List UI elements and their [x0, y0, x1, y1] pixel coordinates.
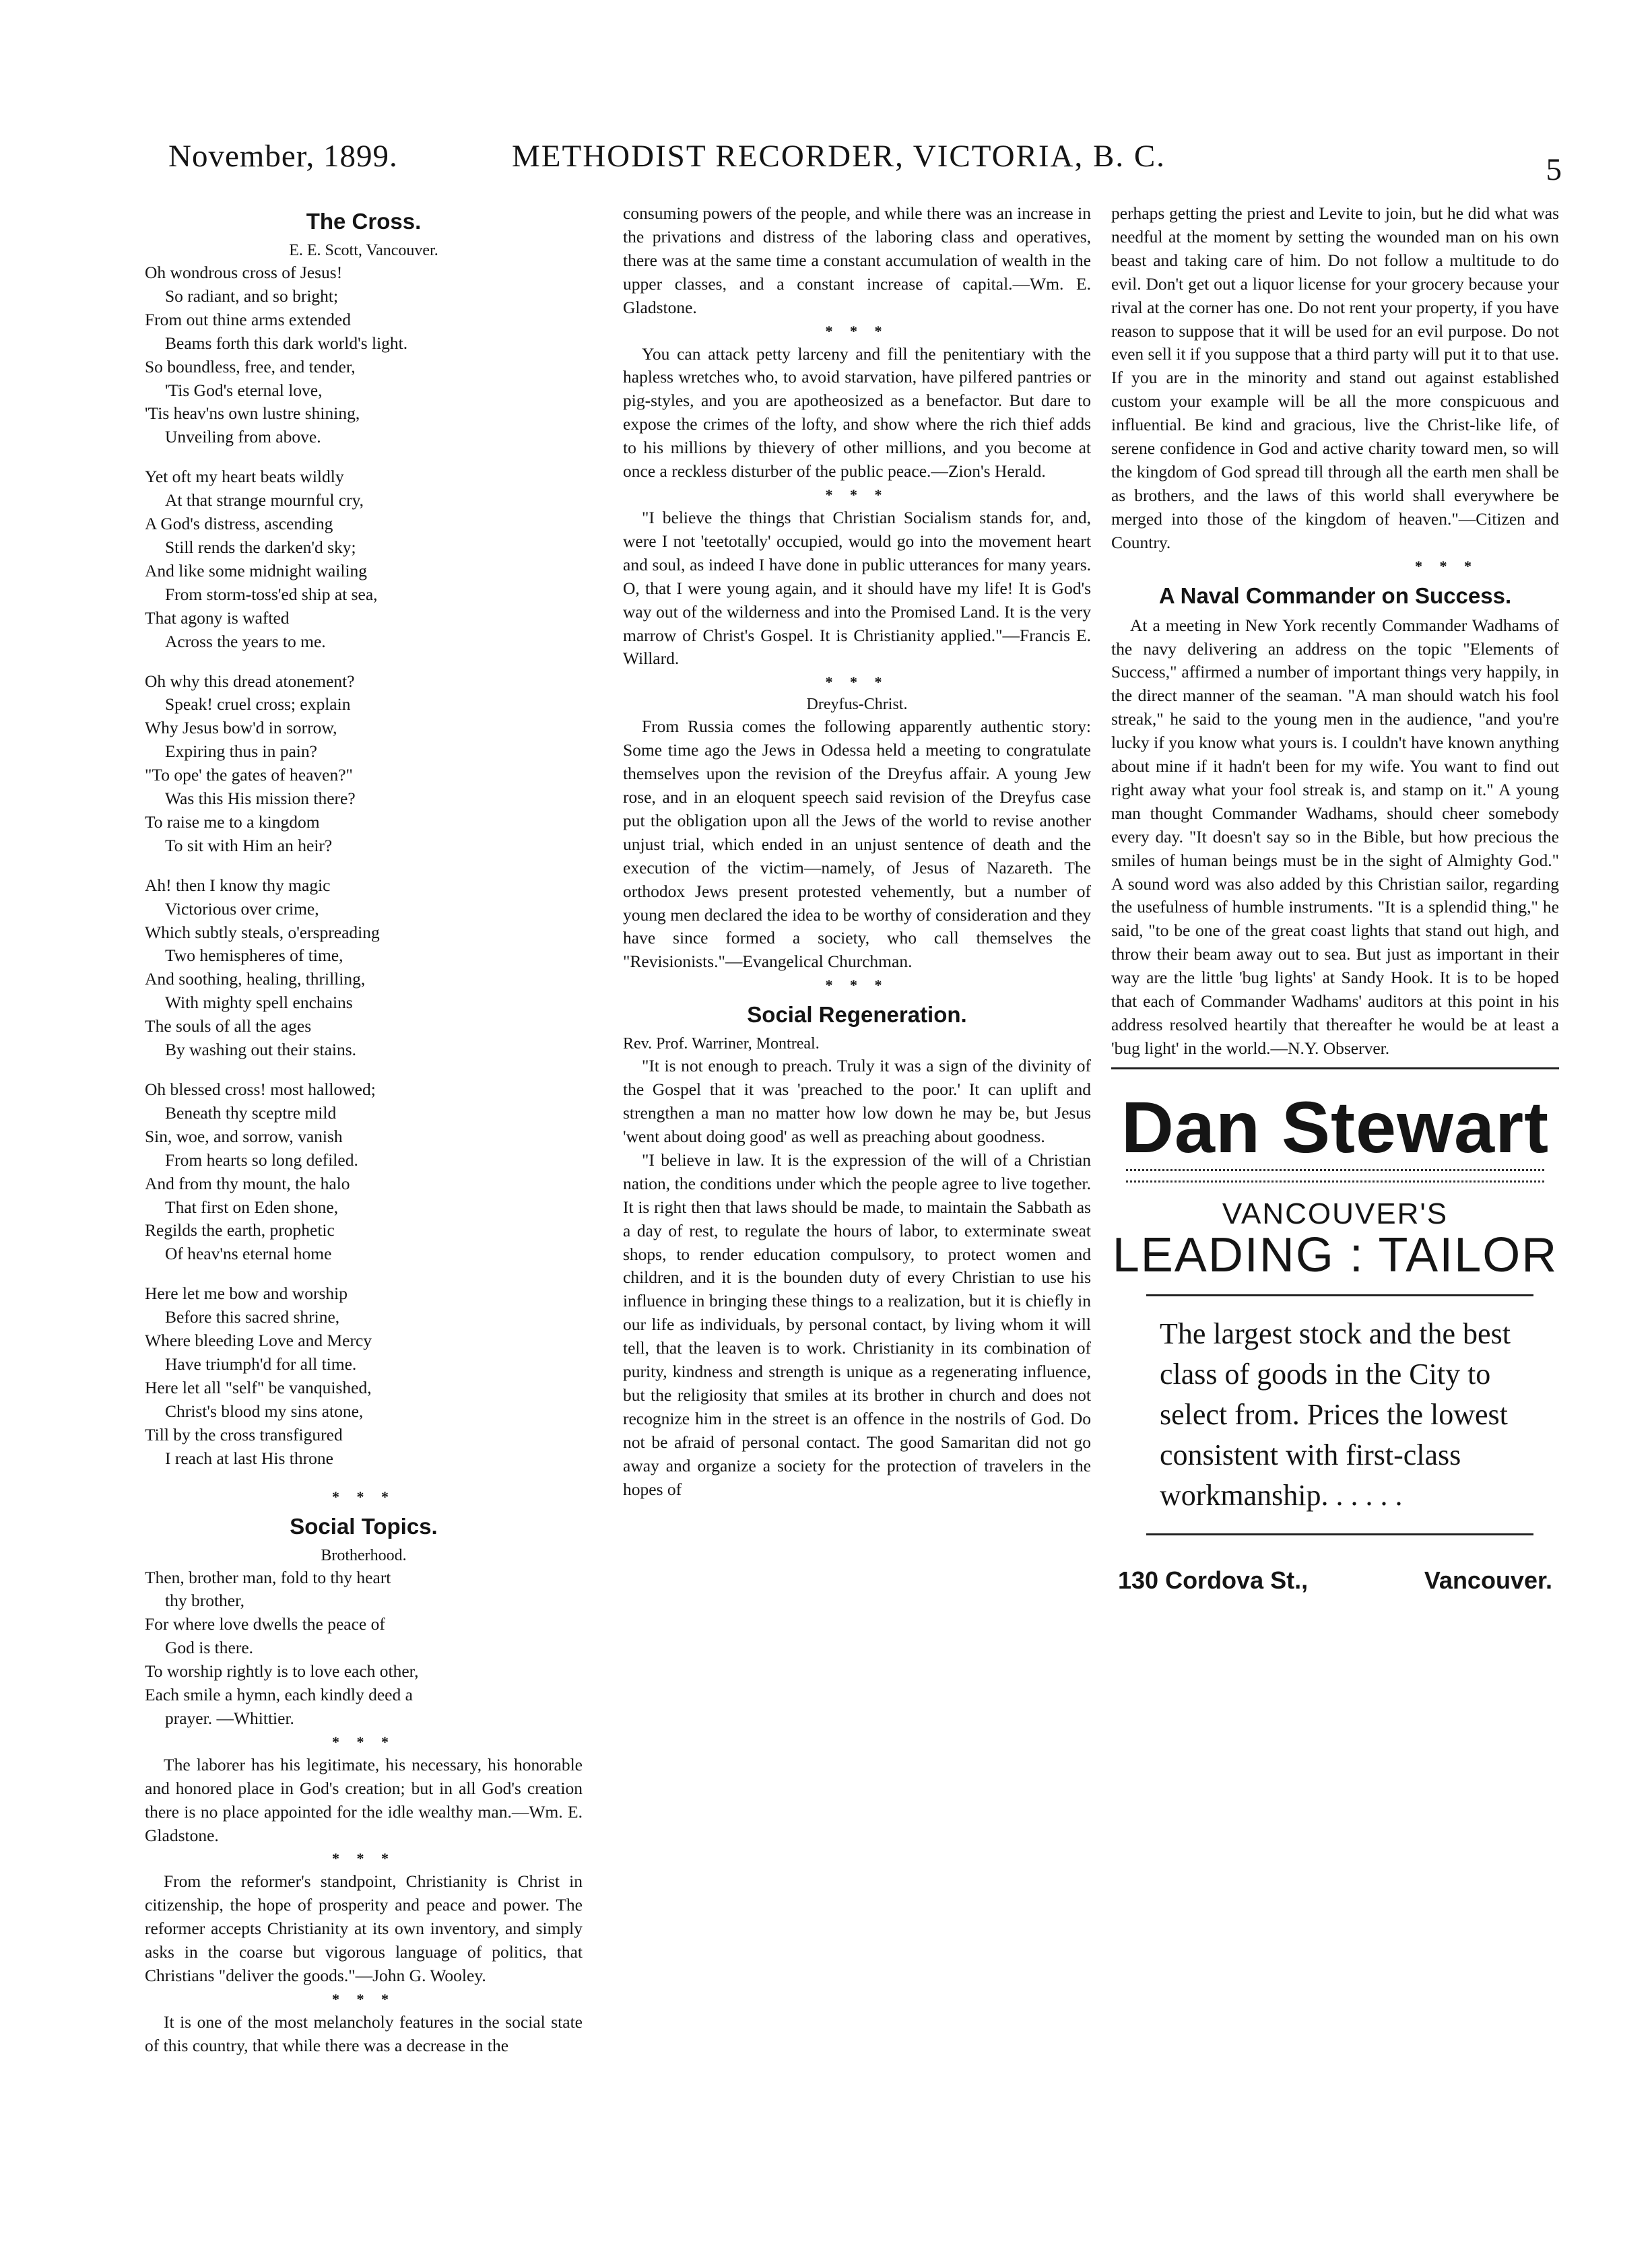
poem-line: Where bleeding Love and Mercy [145, 1331, 372, 1351]
paragraph-christian-socialism: "I believe the things that Christian Socialism stands for, and, were I not 'teetotally' occupied, would go into the movement heart and soul, as indeed I have done in public utterances for many years. O, that I were young again, and it should have my life! It is God's way out of the wilderness and into the Promised Land. It is the very marrow of Christ's Gospel. It is Christianity applied."—Francis E. Willard. [623, 507, 1091, 669]
ad-address: 130 Cordova St., [1118, 1566, 1309, 1594]
verse-line: thy brother, [165, 1591, 244, 1611]
verse-line: Each smile a hymn, each kindly deed a [145, 1685, 413, 1705]
ad-footer [1111, 1566, 1559, 1594]
paragraph-petty-larceny: You can attack petty larceny and fill the penitentiary with the hapless wretches who, to avoid starvation, have pilfered pantries or pig-styles, and you are apotheosized as a benefactor. But dare to expose the crimes of the lofty, and show where the rich thief adds to his millions by thievery of other millions, and you become at once a reckless disturber of the public peace.—Zion's Herald. [623, 343, 1091, 481]
section-separator: * * * [332, 1991, 395, 2007]
poem-line: Christ's blood my sins atone, [165, 1401, 364, 1421]
ad-body: The largest stock and the best class of goods in the City to select from. Prices the lowest consistent with first-class workmanship. . . . . . [1146, 1294, 1533, 1535]
poem-line: Oh blessed cross! most hallowed; [145, 1079, 376, 1099]
poem-stanza [145, 261, 583, 449]
poem-line: From out thine arms extended [145, 309, 351, 329]
poem-line: Beneath thy sceptre mild [165, 1102, 337, 1123]
section-separator: * * * [332, 1850, 395, 1867]
masthead: METHODIST RECORDER, VICTORIA, B. C. [512, 139, 1166, 174]
poem-line: Which subtly steals, o'erspreading [145, 922, 380, 942]
poem-line: Beams forth this dark world's light. [165, 333, 408, 353]
paragraph-regeneration-1: "It is not enough to preach. Truly it was a sign of the divinity of the Gospel that it was 'preached to the poor.' It can uplift and strengthen a man no matter how low down he may be, but Jesus 'went about doing good' as well as preaching about goodness. [623, 1056, 1091, 1146]
poem-line: So boundless, free, and tender, [145, 356, 356, 376]
poem-line: Was this His mission there? [165, 789, 356, 809]
section-separator: * * * [825, 322, 889, 339]
poem-line: 'Tis God's eternal love, [165, 380, 323, 400]
poem-line: Still rends the darken'd sky; [165, 537, 356, 557]
poem-line: By washing out their stains. [165, 1040, 357, 1060]
poem-line: And like some midnight wailing [145, 560, 368, 580]
poem-line: Across the years to me. [165, 631, 326, 651]
article-title-social-regeneration: Social Regeneration. [747, 1002, 967, 1028]
verse-line: To worship rightly is to love each other, [145, 1661, 419, 1682]
poem-line: Oh why this dread atonement? [145, 671, 355, 691]
poem-line: From hearts so long defiled. [165, 1150, 358, 1170]
poem-line: 'Tis heav'ns own lustre shining, [145, 403, 360, 424]
poem-line: Oh wondrous cross of Jesus! [145, 263, 343, 282]
poem-line: At that strange mournful cry, [165, 490, 364, 510]
paragraph-reformer: From the reformer's standpoint, Christianity is Christ in citizenship, the hope of prosperity and peace and power. The reformer accepts Christianity at its own inventory, and simply asks in the coarse but vigorous language of politics, that Christians "deliver the goods."—John G. Wooley. [145, 1871, 583, 1986]
ad-decorative-rule [1126, 1169, 1544, 1183]
ad-headline: LEADING : TAILOR [1112, 1228, 1558, 1282]
poem-line: So radiant, and so bright; [165, 286, 339, 306]
section-separator: * * * [1415, 557, 1478, 574]
paragraph-regeneration-2: "I believe in law. It is the expression of the will of a Christian nation, the conditions under which the people agree to live together. It is right then that laws should be made, to maintain the Sabbath as a day of rest, to regulate the hours of labor, to exterminate sweat shops, to render education compulsory, to protect women and children, and it is the bounden duty of every Christian to use his influence in bringing these things to a realization, but it is chiefly in our life as individuals, by personal contact, by living whom it will tell, that the leaven is to work. Christianity in its combination of purity, kindness and strength is unique as a regenerating influence, but the religiosity that smiles at its brother in church and does not recognize him in the street is an offence in the nostrils of God. Do not be afraid of personal contact. The good Samaritan did not go away and organize a society for the protection of travelers in the hopes of [623, 1150, 1091, 1499]
paragraph-dreyfus: From Russia comes the following apparently authentic story: Some time ago the Jews in Odessa held a meeting to congratulate themselves upon the revision of the Dreyfus affair. A young Jew rose, and in an eloquent speech said revision of the Dreyfus case put the obligation upon all the Jews of the world to revise another unjust trial, which ended in an unjust sentence of death and the execution of the victim—namely, of Jesus of Nazareth. The orthodox Jews present protested vehemently, but a number of young men declared the idea to be worthy of consideration and they have since formed a society, who call themselves the "Revisionists."—Evangelical Churchman. [623, 717, 1091, 972]
section-separator: * * * [825, 673, 889, 691]
verse-brotherhood [145, 1566, 583, 1731]
subhead-dreyfus-christ: Dreyfus-Christ. [806, 696, 908, 714]
poem-line: Victorious over crime, [165, 898, 319, 919]
paragraph-regeneration-end: perhaps getting the priest and Levite to join, but he did what was needful at the moment by setting the wounded man on his own beast and taking care of him. Do not follow a multitude to do evil. Don't get out a liquor license for your grocery because your rival at the corner has one. Do not rent your property, if you have reason to suppose that it will be used for an evil purpose. Do not even sell it if you suppose that a third party will put it to that use. If you are in the minority and stand out against established custom your example will be all the more conspicuous and influential. Be kind and gracious, live the Christ-like life, of serene confidence in God and active charity toward men, so will the kingdom of God spread till through all the earth men shall be as brothers, and the laws of this world shall everywhere be merged into those of the kingdom of heaven."—Citizen and Country. [1111, 203, 1559, 552]
poem-line: With mighty spell enchains [165, 993, 353, 1013]
poem-line: To raise me to a kingdom [145, 811, 320, 832]
ad-business-name: Dan Stewart [1121, 1086, 1550, 1168]
subhead-brotherhood: Brotherhood. [321, 1546, 407, 1564]
poem-line: The souls of all the ages [145, 1016, 312, 1036]
verse-line: Then, brother man, fold to thy heart [145, 1567, 391, 1587]
poem-line: Ah! then I know thy magic [145, 875, 331, 895]
poem-line: I reach at last His throne [165, 1448, 333, 1468]
ad-subtitle: VANCOUVER'S [1222, 1197, 1449, 1230]
poem-line: Unveiling from above. [165, 427, 321, 447]
paragraph-melancholy-end: consuming powers of the people, and while there was an increase in the privations and distress of the laboring class and operatives, there was at the same time a constant accumulation of wealth in the upper classes, and a constant increase of capital.—Wm. E. Gladstone. [623, 203, 1091, 317]
section-separator: * * * [825, 976, 889, 994]
poem-line: Sin, woe, and sorrow, vanish [145, 1126, 343, 1146]
column-2 [623, 202, 1091, 1502]
poem-line: Speak! cruel cross; explain [165, 694, 351, 714]
verse-line: For where love dwells the peace of [145, 1614, 385, 1634]
poem-line: Expiring thus in pain? [165, 741, 317, 762]
article-title-naval-commander: A Naval Commander on Success. [1158, 583, 1512, 608]
column-3 [1111, 202, 1559, 1593]
poem-byline: E. E. Scott, Vancouver. [289, 242, 438, 259]
section-separator: * * * [825, 486, 889, 503]
paragraph-melancholy-start: It is one of the most melancholy features in the social state of this country, that while there was a decrease in the [145, 2012, 583, 2055]
verse-line: God is there. [165, 1638, 254, 1658]
regeneration-byline: Rev. Prof. Warriner, Montreal. [623, 1035, 820, 1053]
poem-line: Before this sacred shrine, [165, 1307, 340, 1327]
divider-rule [1111, 1067, 1559, 1069]
ad-city: Vancouver. [1424, 1566, 1552, 1594]
column-1 [145, 202, 583, 2058]
poem-line: Of heav'ns eternal home [165, 1244, 332, 1264]
verse-line: prayer. —Whittier. [165, 1708, 294, 1728]
section-separator: * * * [332, 1733, 395, 1750]
poem-line: To sit with Him an heir? [165, 835, 333, 855]
issue-date: November, 1899. [168, 139, 398, 174]
paragraph-naval-commander: At a meeting in New York recently Commander Wadhams of the navy delivering an address on the topic "Elements of Success," affirmed a number of important things very happily, in the direct manner of the seaman. "A man should watch his fool streak," he said to the young men in the audience, "and you're lucky if you know what yours is. I couldn't have known anything about mine if it hadn't been for my wife. You want to find out right away what your fool streak is, and stamp on it." A young man thought Commander Wadhams, should cheer somebody every day. "It doesn't say so in the Bible, but how precious the smiles of human beings must be in the sight of Almighty God." A sound word was also added by this Christian sailor, regarding the usefulness of humble instruments. "It is a splendid thing," he said, "to be one of the great coast lights that stand out high, and throw their beam away out to sea. But just as important in their way are the little 'bug lights' at Sandy Hook. It is to be hoped that each of Commander Wadhams' auditors at this point in his address resolved heartily that thereafter he would be at least a 'bug light' in the world.—N.Y. Observer. [1111, 615, 1559, 1058]
page-header [168, 138, 1562, 192]
poem-line: Here let me bow and worship [145, 1284, 348, 1304]
poem-line: That agony is wafted [145, 607, 290, 628]
poem-line: From storm-toss'ed ship at sea, [165, 584, 378, 604]
poem-line: Why Jesus bow'd in sorrow, [145, 718, 337, 738]
poem-line: Have triumph'd for all time. [165, 1354, 357, 1374]
paragraph-laborer: The laborer has his legitimate, his necessary, his honorable and honored place in God's creation; but in all God's creation there is no place appointed for the idle wealthy man.—Wm. E. Gladstone. [145, 1754, 583, 1845]
page-number: 5 [1546, 152, 1562, 187]
poem-line: A God's distress, ascending [145, 514, 333, 534]
article-title-social-topics: Social Topics. [290, 1513, 438, 1539]
poem-line: Regilds the earth, prophetic [145, 1220, 335, 1240]
poem-line: Till by the cross transfigured [145, 1424, 343, 1444]
poem-line: And soothing, healing, thrilling, [145, 969, 366, 989]
poem-line: And from thy mount, the halo [145, 1173, 350, 1193]
tailor-advertisement [1111, 1087, 1559, 1593]
poem-stanza [145, 1282, 583, 1470]
poem-stanza [145, 465, 583, 653]
poem-stanza [145, 874, 583, 1062]
section-separator: * * * [332, 1488, 395, 1505]
poem-line: "To ope' the gates of heaven?" [145, 765, 353, 785]
poem-line: Two hemispheres of time, [165, 945, 343, 966]
poem-line: Yet oft my heart beats wildly [145, 467, 344, 487]
poem-the-cross [145, 261, 583, 1471]
article-title-the-cross: The Cross. [306, 209, 422, 234]
poem-line: That first on Eden shone, [165, 1197, 339, 1217]
poem-line: Here let all "self" be vanquished, [145, 1377, 372, 1397]
poem-stanza [145, 670, 583, 858]
poem-stanza [145, 1078, 583, 1266]
